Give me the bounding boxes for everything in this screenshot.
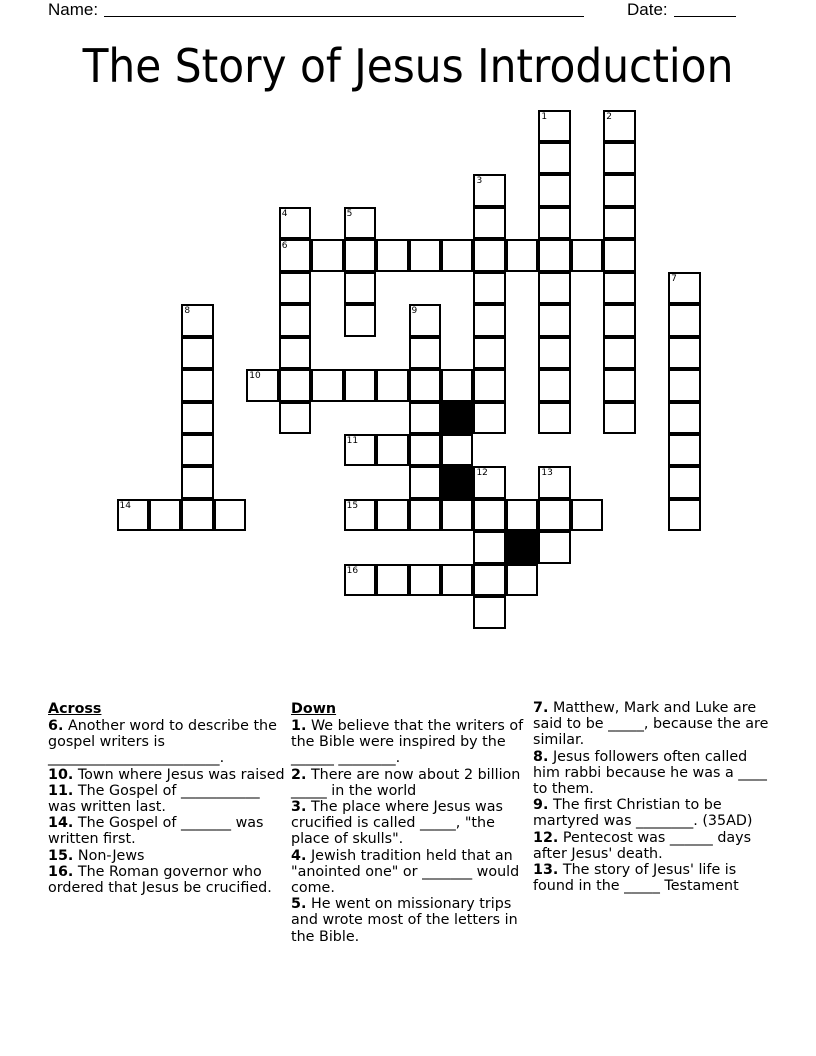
grid-cell[interactable] — [117, 499, 149, 531]
cell-number: 6 — [281, 241, 288, 252]
clue-text: The Gospel of ___________ was written last. — [48, 782, 260, 816]
grid-cell[interactable] — [538, 142, 570, 174]
grid-cell[interactable] — [181, 402, 213, 434]
clue-across-2 — [48, 783, 288, 815]
grid-cell[interactable] — [344, 304, 376, 336]
clue-text: The Gospel of _______ was written first. — [48, 815, 264, 848]
grid-cell[interactable] — [344, 369, 376, 401]
grid-cell[interactable] — [279, 369, 311, 401]
grid-cell[interactable] — [279, 272, 311, 304]
clue-number: 7. — [533, 700, 549, 716]
grid-cell[interactable] — [409, 402, 441, 434]
clue-number: 1. — [291, 718, 307, 734]
clue-down-3 — [291, 848, 529, 897]
grid-cell[interactable] — [441, 564, 473, 596]
grid-cell[interactable] — [473, 402, 505, 434]
cell-number: 8 — [184, 306, 191, 317]
clue-number: 11. — [48, 782, 74, 799]
grid-cell[interactable] — [668, 499, 700, 531]
grid-cell[interactable] — [441, 434, 473, 466]
clue-text: There are now about 2 billion _____ in the world — [291, 766, 521, 799]
grid-cell[interactable] — [344, 207, 376, 239]
grid-cell[interactable] — [473, 304, 505, 336]
cell-number: 12 — [476, 468, 488, 479]
grid-cell[interactable] — [473, 207, 505, 239]
grid-cell[interactable] — [181, 369, 213, 401]
grid-cell[interactable] — [149, 499, 181, 531]
grid-cell[interactable] — [344, 239, 376, 271]
grid-cell[interactable] — [344, 499, 376, 531]
grid-cell[interactable] — [668, 434, 700, 466]
grid-cell[interactable] — [473, 272, 505, 304]
grid-cell[interactable] — [538, 239, 570, 271]
grid-cell[interactable] — [668, 402, 700, 434]
grid-cell[interactable] — [214, 499, 246, 531]
clue-number: 12. — [533, 829, 559, 846]
grid-cell[interactable] — [506, 499, 538, 531]
clue-number: 4. — [291, 847, 307, 864]
grid-cell[interactable] — [603, 174, 635, 206]
down-clues — [291, 700, 529, 945]
clue-number: 3. — [291, 799, 307, 816]
grid-cell[interactable] — [181, 466, 213, 498]
cell-number: 15 — [346, 500, 359, 511]
grid-cell[interactable] — [246, 369, 278, 401]
grid-cell[interactable] — [473, 337, 505, 369]
cell-number: 11 — [346, 436, 359, 446]
grid-cell[interactable] — [344, 434, 376, 466]
grid-cell[interactable] — [538, 304, 570, 336]
grid-cell[interactable] — [409, 337, 441, 369]
grid-cell[interactable] — [506, 239, 538, 271]
grid-cell[interactable] — [668, 337, 700, 369]
clue-number: 10. — [48, 766, 74, 783]
grid-cell[interactable] — [538, 466, 570, 498]
cell-number: 14 — [119, 500, 131, 511]
grid-cell[interactable] — [473, 499, 505, 531]
grid-cell[interactable] — [538, 402, 570, 434]
grid-cell[interactable] — [344, 272, 376, 304]
black-cell — [441, 402, 473, 434]
grid-cell[interactable] — [538, 499, 570, 531]
across-heading: Across — [48, 701, 102, 717]
grid-cell[interactable] — [473, 564, 505, 596]
down-heading: Down — [291, 701, 337, 717]
cell-number: 9 — [411, 306, 418, 317]
grid-cell[interactable] — [473, 174, 505, 206]
clue-across-0 — [48, 718, 288, 767]
clue-down-5 — [533, 700, 773, 749]
grid-cell[interactable] — [571, 499, 603, 531]
clue-text: Jesus followers often called him rabbi because he was a ____ to them. — [533, 748, 767, 798]
down-clues-continued — [533, 700, 773, 894]
grid-cell[interactable] — [279, 239, 311, 271]
grid-cell[interactable] — [571, 239, 603, 271]
clue-down-7 — [533, 797, 773, 829]
grid-cell[interactable] — [538, 272, 570, 304]
clue-down-6 — [533, 749, 773, 798]
grid-cell[interactable] — [538, 531, 570, 563]
grid-cell[interactable] — [603, 272, 635, 304]
clue-text: Town where Jesus was raised — [77, 766, 285, 783]
cell-number: 2 — [606, 111, 612, 122]
date-label: Date: — [627, 0, 668, 19]
grid-cell[interactable] — [311, 369, 343, 401]
grid-cell[interactable] — [603, 110, 635, 142]
cell-number: 13 — [541, 468, 553, 479]
grid-cell[interactable] — [279, 207, 311, 239]
grid-cell[interactable] — [538, 337, 570, 369]
page-title: The Story of Jesus Introduction — [82, 39, 734, 93]
clue-text: Matthew, Mark and Luke are said to be _____, because the are similar. — [533, 700, 769, 749]
grid-cell[interactable] — [668, 466, 700, 498]
grid-cell[interactable] — [376, 369, 408, 401]
grid-cell[interactable] — [473, 239, 505, 271]
grid-cell[interactable] — [473, 596, 505, 628]
cell-number: 1 — [541, 111, 548, 122]
grid-cell[interactable] — [409, 369, 441, 401]
grid-cell[interactable] — [311, 239, 343, 271]
grid-cell[interactable] — [181, 337, 213, 369]
grid-cell[interactable] — [473, 369, 505, 401]
clue-text: Another word to describe the gospel writers is ________________________. — [48, 718, 277, 767]
grid-cell[interactable] — [279, 402, 311, 434]
clue-across-1 — [48, 767, 288, 783]
clue-down-0 — [291, 718, 529, 767]
grid-cell[interactable] — [506, 564, 538, 596]
clue-down-9 — [533, 862, 773, 894]
grid-cell[interactable] — [409, 304, 441, 336]
clue-number: 2. — [291, 766, 307, 783]
black-cell — [506, 531, 538, 563]
grid-cell[interactable] — [376, 239, 408, 271]
grid-cell[interactable] — [181, 499, 213, 531]
clue-down-1 — [291, 767, 529, 799]
grid-cell[interactable] — [279, 337, 311, 369]
grid-cell[interactable] — [603, 369, 635, 401]
grid-cell[interactable] — [344, 564, 376, 596]
clue-number: 15. — [48, 847, 74, 864]
grid-cell[interactable] — [538, 207, 570, 239]
clue-number: 14. — [48, 815, 74, 832]
grid-cell[interactable] — [409, 466, 441, 498]
cell-number: 16 — [346, 565, 359, 576]
clue-text: Non-Jews — [77, 847, 145, 864]
grid-cell[interactable] — [603, 207, 635, 239]
grid-cell[interactable] — [441, 239, 473, 271]
grid-cell[interactable] — [668, 272, 700, 304]
cell-number: 7 — [671, 273, 677, 284]
grid-cell[interactable] — [279, 304, 311, 336]
clue-text: Jewish tradition held that an "anointed one" or _______ would come. — [291, 847, 520, 897]
across-clues — [48, 700, 288, 896]
clue-number: 8. — [533, 748, 549, 765]
clue-across-3 — [48, 815, 288, 847]
grid-cell[interactable] — [603, 337, 635, 369]
cell-number: 5 — [346, 208, 353, 219]
grid-cell[interactable] — [376, 564, 408, 596]
grid-cell[interactable] — [603, 402, 635, 434]
grid-cell[interactable] — [376, 434, 408, 466]
cell-number: 10 — [249, 371, 261, 382]
grid-cell[interactable] — [376, 499, 408, 531]
clue-text: The first Christian to be martyred was ________. (35AD) — [533, 797, 753, 830]
grid-cell[interactable] — [441, 499, 473, 531]
clue-number: 6. — [48, 718, 64, 734]
clue-down-8 — [533, 830, 773, 862]
black-cell — [441, 466, 473, 498]
clue-down-2 — [291, 799, 529, 848]
clue-text: The Roman governor who ordered that Jesus be crucified. — [48, 863, 272, 897]
clue-text: He went on missionary trips and wrote most of the letters in the Bible. — [291, 896, 518, 945]
clue-number: 16. — [48, 863, 74, 880]
grid-cell[interactable] — [409, 564, 441, 596]
grid-cell[interactable] — [603, 239, 635, 271]
clue-text: Pentecost was ______ days after Jesus' death. — [533, 829, 752, 862]
grid-cell[interactable] — [181, 434, 213, 466]
clue-text: The place where Jesus was crucified is called _____, "the place of skulls". — [291, 799, 503, 848]
cell-number: 4 — [281, 208, 288, 219]
clue-number: 5. — [291, 896, 307, 913]
grid-cell[interactable] — [603, 304, 635, 336]
grid-cell[interactable] — [538, 369, 570, 401]
clue-text: We believe that the writers of the Bible were inspired by the ______ ________. — [291, 718, 524, 767]
clue-text: The story of Jesus' life is found in the _____ Testament — [533, 862, 739, 895]
grid-cell[interactable] — [668, 369, 700, 401]
grid-cell[interactable] — [473, 466, 505, 498]
cell-number: 3 — [476, 176, 483, 187]
grid-cell[interactable] — [603, 142, 635, 174]
clue-number: 13. — [533, 862, 559, 879]
grid-cell[interactable] — [668, 304, 700, 336]
grid-cell[interactable] — [473, 531, 505, 563]
grid-cell[interactable] — [409, 499, 441, 531]
grid-cell[interactable] — [409, 239, 441, 271]
name-label: Name: — [48, 0, 99, 19]
grid-cell[interactable] — [441, 369, 473, 401]
grid-cell[interactable] — [538, 110, 570, 142]
clue-number: 9. — [533, 797, 549, 814]
clue-across-5 — [48, 864, 288, 896]
grid-cell[interactable] — [181, 304, 213, 336]
clue-across-4 — [48, 848, 288, 864]
grid-cell[interactable] — [409, 434, 441, 466]
clue-down-4 — [291, 896, 529, 945]
grid-cell[interactable] — [538, 174, 570, 206]
